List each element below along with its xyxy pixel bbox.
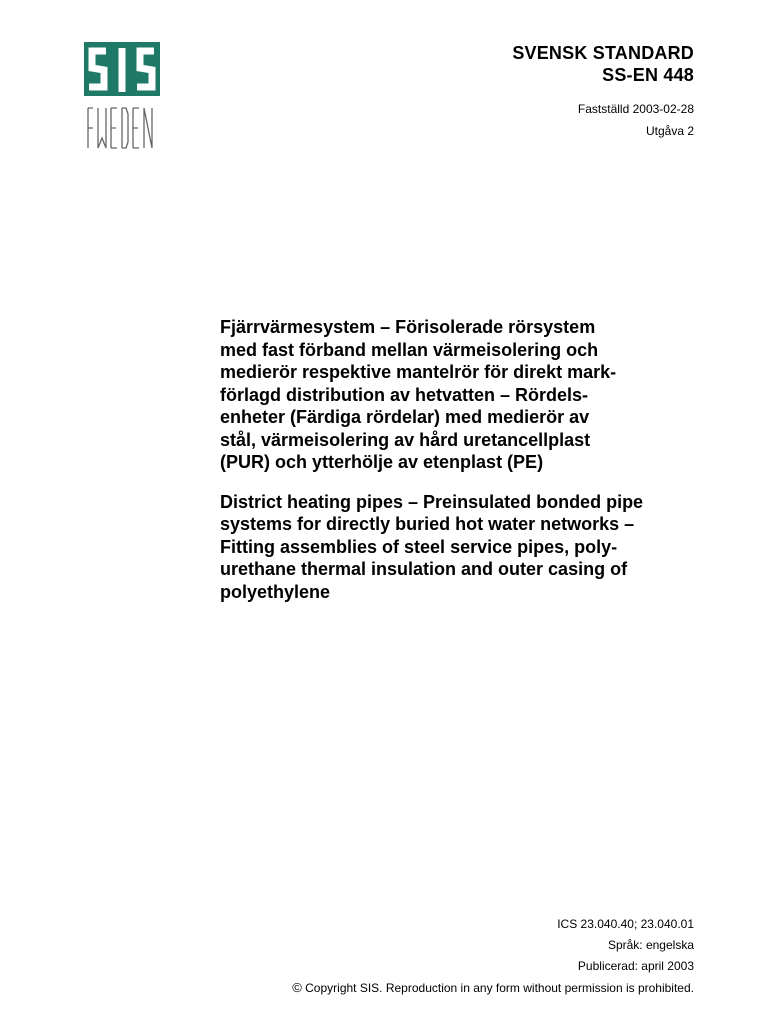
edition: Utgåva 2 <box>645 124 694 138</box>
swedish-title-line: Fjärrvärmesystem – Förisolerade rörsystem <box>220 317 596 337</box>
swedish-title-line: med fast förband mellan värmeisolering och <box>220 339 599 360</box>
sis-logo <box>84 42 160 150</box>
english-title-line: Fitting assemblies of steel service pipes, poly- <box>220 536 618 557</box>
swedish-title-line: (PUR) och ytterhölje av etenplast (PE) <box>220 452 544 472</box>
publication-date: Publicerad: april 2003 <box>577 959 694 973</box>
ics-codes: ICS 23.040.40; 23.040.01 <box>557 917 694 931</box>
english-title-line: systems for directly buried hot water networks – <box>220 514 635 534</box>
standard-type: SVENSK STANDARD <box>512 43 694 63</box>
english-title-line: urethane thermal insulation and outer casing of <box>220 559 628 579</box>
established-date: Fastställd 2003-02-28 <box>577 102 694 116</box>
document-header <box>512 42 694 139</box>
swedish-title <box>220 316 700 474</box>
copyright-notice <box>292 977 694 999</box>
copyright-text: Copyright SIS. Reproduction in any form without permission is prohibited. <box>305 981 694 995</box>
swedish-title-line: förlagd distribution av hetvatten – Rördels- <box>220 384 589 405</box>
english-title-line: polyethylene <box>220 581 331 602</box>
document-footer <box>292 914 694 999</box>
document-language: Språk: engelska <box>607 938 694 952</box>
logo-sweden-wordmark <box>88 108 152 148</box>
english-title-line: District heating pipes – Preinsulated bonded pipe <box>220 491 644 512</box>
swedish-title-line: stål, värmeisolering av hård uretancellplast <box>220 429 591 450</box>
swedish-title-line: medierör respektive mantelrör för direkt mark- <box>220 362 617 382</box>
copyright-symbol: © <box>292 980 302 995</box>
swedish-title-line: enheter (Färdiga rördelar) med medierör av <box>220 407 590 427</box>
document-titles <box>220 316 700 603</box>
standard-number: SS-EN 448 <box>602 65 694 85</box>
english-title <box>220 491 700 604</box>
sis-logo-graphic <box>84 42 160 150</box>
